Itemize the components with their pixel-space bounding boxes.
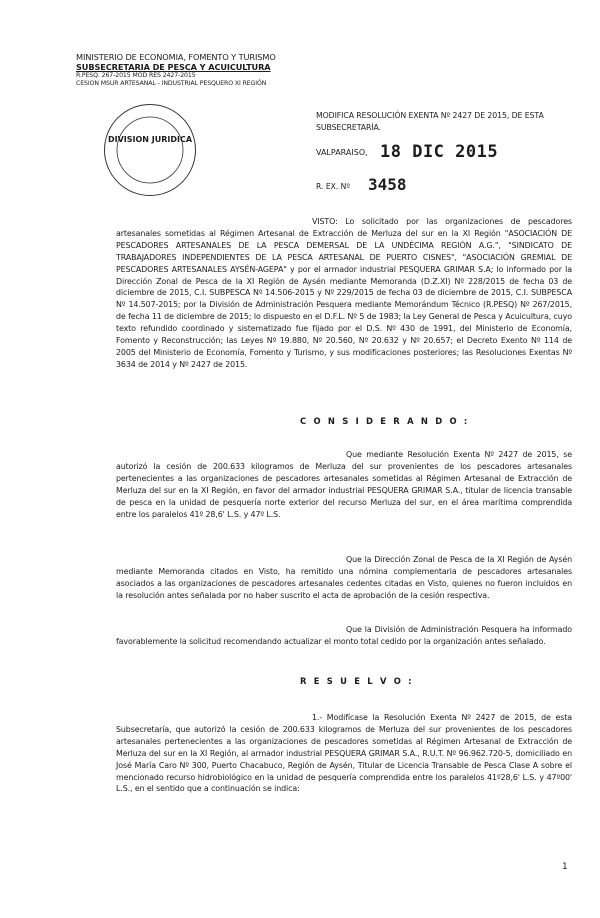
considerando-heading: C O N S I D E R A N D O : (300, 416, 470, 426)
rex-number: 3458 (368, 175, 407, 194)
subsecretaria-name: SUBSECRETARIA DE PESCA Y ACUICULTURA (76, 62, 271, 72)
rex-label: R. EX. Nº (316, 182, 350, 191)
division-juridica-stamp (104, 104, 196, 196)
subject-reference-line: CESION MSUR ARTESANAL - INDUSTRIAL PESQUERO XI REGIÓN (76, 80, 267, 87)
resolution-subject: MODIFICA RESOLUCIÓN EXENTA Nº 2427 DE 2015, DE ESTA SUBSECRETARÍA. (316, 111, 544, 132)
resuelvo-paragraph-1: 1.- Modifícase la Resolución Exenta Nº 2427 de 2015, de esta Subsecretaría, que autorizó la cesión de 200.633 kilogramos de Merluza del sur provenientes de los pescadores artesanales pertenecientes a las organizaciones de pescadores sometidas al Régimen Artesanal de Extracción de Merluza del sur en la XI Región, al armador industrial PESQUERA GRIMAR S.A., R.U.T. Nº 96.962.720-5, domiciliado en José María Caro Nº 300, Puerto Chacabuco, Región de Aysén, Titular de Licencia Transable de Pesca Clase A sobre el mencionado recurso hidrobiológico en la unidad de pesquería comprendida entre los paralelos 41º28,6' L.S. y 47º00' L.S., en el sentido que a continuación se indica: (116, 713, 572, 794)
stamp-center-text: DIVISION JURIDICA (107, 135, 193, 144)
considerando-paragraph-3: Que la División de Administración Pesquera ha informado favorablemente la solicitud recomendando actualizar el monto total cedido por la organización antes señalado. (116, 625, 572, 646)
stamp-ring (105, 105, 195, 195)
visto-paragraph: VISTO: Lo solicitado por las organizaciones de pescadores artesanales sometidas al Régimen Artesanal de Extracción de Merluza del sur en la XI Región "ASOCIACIÓN DE PESCADORES ARTESANALES DE LA PESCA DEMERSAL DE LA UNDÉCIMA REGIÓN A.G.", "SINDICATO DE TRABAJADORES INDEPENDIENTES DE LA PESCA ARTESANAL DE PUERTO CISNES", "ASOCIACIÓN GREMIAL DE PESCADORES ARTESANALES AYSÉN-AGEPA" y por el armador industrial PESQUERA GRIMAR S.A; lo informado por la Dirección Zonal de Pesca de la XI Región de Aysén mediante Memoranda (D.Z.XI) Nº 228/2015 de fecha 03 de diciembre de 2015, C.I. SUBPESCA Nº 14.506-2015 y Nº 229/2015 de fecha 03 de diciembre de 2015, C.I. SUBPESCA Nº 14.507-2015; por la División de Administración Pesquera mediante Memorándum Técnico (R.PESQ) Nº 267/2015, de fecha 11 de diciembre de 2015; lo dispuesto en el D.F.L. Nº 5 de 1983; la Ley General de Pesca y Acuicultura, cuyo texto refundido coordinado y sistematizado fue fijado por el D.S. Nº 430 de 1991, del Ministerio de Economía, Fomento y Reconstrucción; las Leyes Nº 19.880, Nº 20.560, Nº 20.632 y Nº 20.657; el Decreto Exento Nº 114 de 2005 del Ministerio de Economía, Fomento y Turismo, y sus modificaciones posteriores; las Resoluciones Exentas Nº 3634 de 2014 y Nº 2427 de 2015. (116, 217, 572, 369)
place-label: VALPARAISO, (316, 148, 368, 157)
letterhead (76, 52, 276, 88)
considerando-paragraph-2: Que la Dirección Zonal de Pesca de la XI Región de Aysén mediante Memoranda citados en Visto, ha remitido una nómina complementaria de pescadores artesanales asociados a las organizaciones de pescadores artesanales cedentes citadas en Visto, quienes no fueron incluidos en la resolución antes señalada por no haber suscrito el acta de aprobación de la cesión respectiva. (116, 555, 572, 600)
ministry-name: MINISTERIO DE ECONOMIA, FOMENTO Y TURISMO (76, 52, 276, 62)
reference-line: R.PESQ. 267-2015 MOD RES 2427-2015 (76, 72, 196, 79)
resuelvo-heading: R E S U E L V O : (300, 676, 414, 686)
page-number: 1 (562, 862, 568, 872)
considerando-paragraph-1: Que mediante Resolución Exenta Nº 2427 de 2015, se autorizó la cesión de 200.633 kilogramos de Merluza del sur provenientes de los pescadores artesanales pertenecientes a las organizaciones de pescadores artesanales sometidas al Régimen Artesanal de Extracción de Merluza del sur en la XI Región, en favor del armador industrial PESQUERA GRIMAR S.A., titular de licencia transable de pesca en la unidad de pesquería norte exterior del recurso Merluza del sur, en el área marítima comprendida entre los paralelos 41º 28,6' L.S. y 47º L.S. (116, 450, 572, 519)
date-stamp: 18 DIC 2015 (380, 142, 499, 162)
